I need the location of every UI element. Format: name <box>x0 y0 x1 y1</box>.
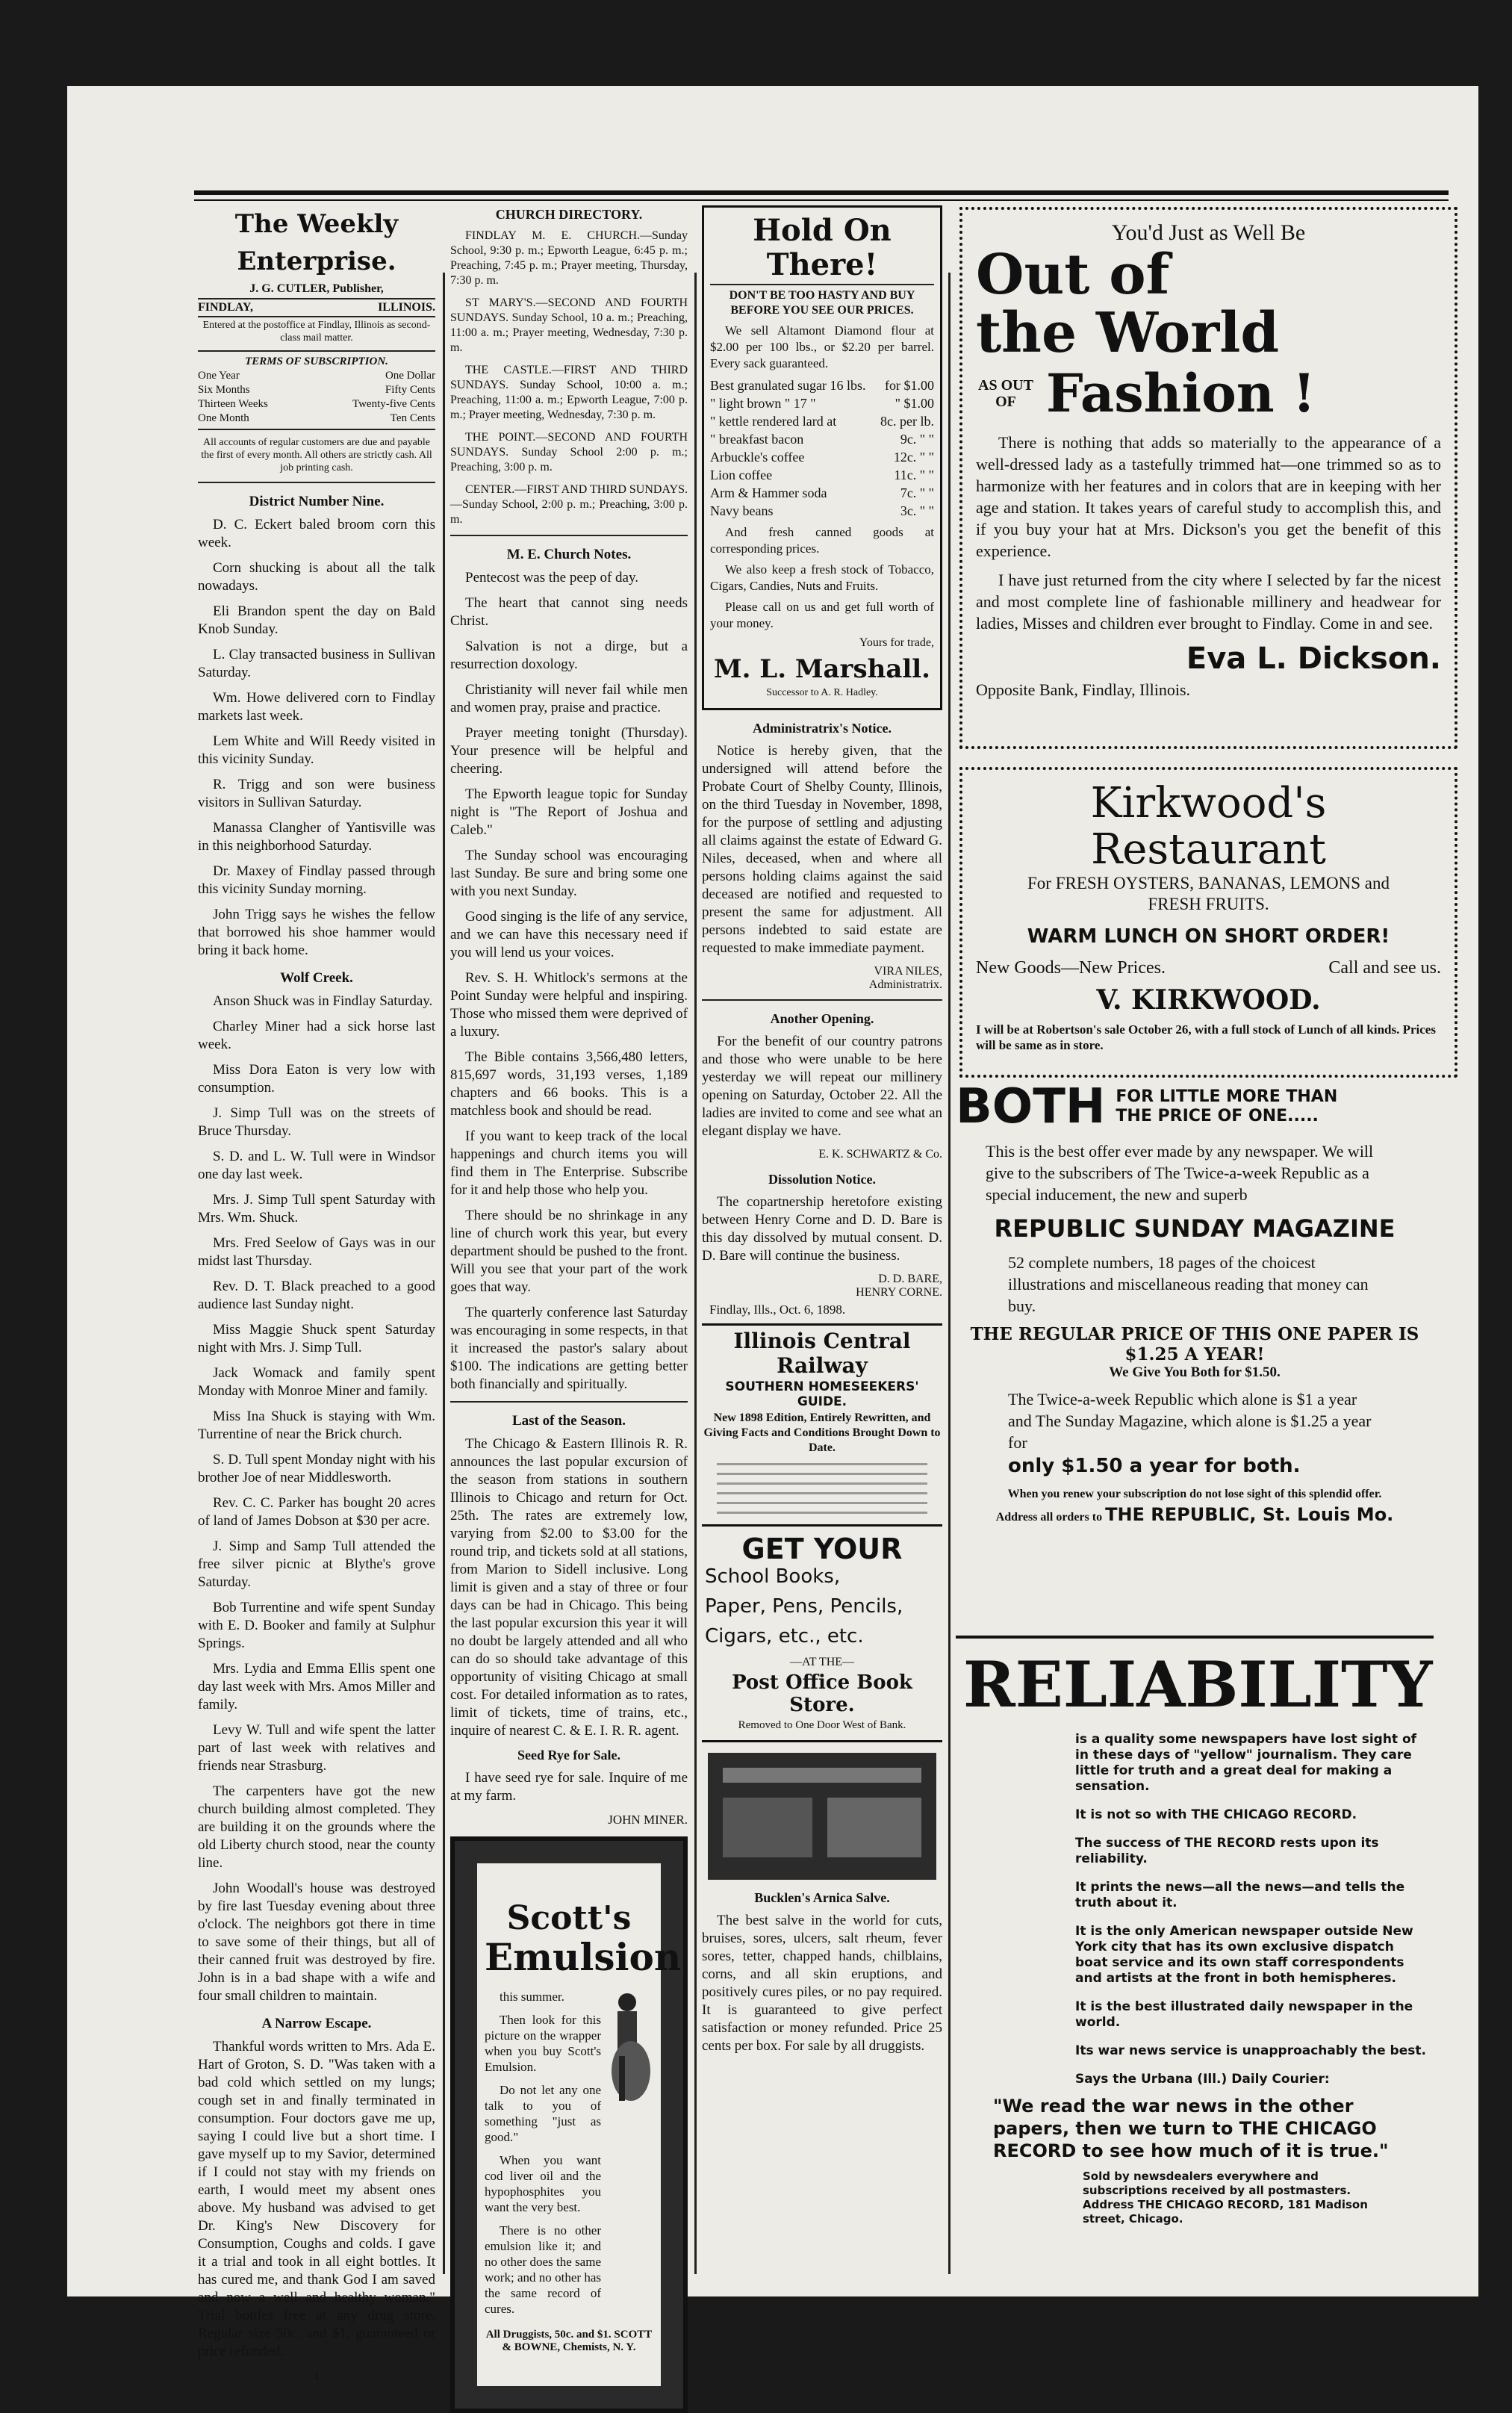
paragraph: The Epworth league topic for Sunday night is "The Report of Joshua and Caleb." <box>450 786 688 838</box>
article-body <box>198 2038 435 2361</box>
both-mag: REPUBLIC SUNDAY MAGAZINE <box>994 1214 1396 1243</box>
price-row <box>710 484 934 502</box>
divider <box>198 482 435 483</box>
newspaper-page <box>67 86 1478 2383</box>
masthead-entered: Entered at the postoffice at Findlay, Illinois as second-class mail matter. <box>202 320 431 344</box>
paragraph: There is no other emulsion like it; and no other does the same work; and no other has the same record of cures. <box>485 2223 601 2316</box>
divider <box>450 1401 688 1403</box>
paragraph: ST MARY'S.—SECOND AND FOURTH SUNDAYS. Sunday School, 10 a. m.; Preaching, 11:00 a. m.; Prayer meeting, Wednesday, 7:30 p. m. <box>450 296 688 354</box>
paragraph: S. D. and L. W. Tull were in Windsor one day last week. <box>198 1149 435 1182</box>
get-store: Post Office Book Store. <box>732 1671 912 1716</box>
paragraph: Rev. S. H. Whitlock's sermons at the Point Sunday were helpful and inspiring. Those who missed them were deprived of a luxury. <box>450 970 688 1040</box>
scott-footer: All Druggists, 50c. and $1. SCOTT & BOWNE, Chemists, N. Y. <box>485 2329 653 2353</box>
kirk-row <box>976 958 1441 978</box>
article-heading: District Number Nine. <box>249 494 385 509</box>
price-item: Arbuckle's coffee <box>710 450 805 465</box>
chicago-record-ad <box>963 1648 1433 2226</box>
paragraph: It is the only American newspaper outside New York city that has its own exclusive dispatch boat service and its own staff correspondents and artists at the front in both hemispheres. <box>1075 1924 1413 1986</box>
paragraph: The Bible contains 3,566,480 letters, 815,697 words, 31,193 verses, 1,189 chapters and 66 books. This is a matchless book and should be read. <box>450 1049 688 1119</box>
terms-row <box>198 412 435 426</box>
masthead-publisher: J. G. CUTLER, Publisher, <box>249 282 384 295</box>
article-body: For the benefit of our country patrons and those who were unable to be here yesterday we will repeat our millinery opening on Saturday, October 22. All the ladies are invited to come and see what an elegant display we have. <box>702 1034 942 1139</box>
kirkwood-restaurant-ad <box>959 767 1457 1078</box>
masthead-title: The Weekly Enterprise. <box>234 209 399 276</box>
ic-sub: SOUTHERN HOMESEEKERS' GUIDE. <box>725 1379 919 1409</box>
dickson-big-1: Out of <box>976 243 1170 307</box>
paragraph: Charley Miner had a sick horse last week. <box>198 1019 435 1052</box>
price-row <box>710 502 934 520</box>
masthead-place <box>198 298 435 317</box>
illinois-central-ad <box>702 1323 942 1527</box>
paragraph: Rev. D. T. Black preached to a good audience last Sunday night. <box>198 1279 435 1312</box>
paragraph: L. Clay transacted business in Sullivan Saturday. <box>198 647 435 680</box>
paragraph: Anson Shuck was in Findlay Saturday. <box>213 993 433 1009</box>
paragraph: Miss Maggie Shuck spent Saturday night with Mrs. J. Simp Tull. <box>198 1322 435 1355</box>
terms-label: Thirteen Weeks <box>198 398 268 410</box>
paragraph: There should be no shrinkage in any line of church work this year, but every department should be pushed to the front. Will you see that your part of the work goes that way. <box>450 1208 688 1295</box>
paragraph: S. D. Tull spent Monday night with his brother Joe of near Middlesworth. <box>198 1452 435 1485</box>
place-left: FINDLAY, <box>198 301 253 314</box>
kirk-for: For FRESH OYSTERS, BANANAS, LEMONS and FRESH FRUITS. <box>1027 874 1390 913</box>
paragraph: When you want cod liver oil and the hypophosphites you want the very best. <box>485 2153 601 2214</box>
dateline: Findlay, Ills., Oct. 6, 1898. <box>709 1302 846 1317</box>
signature: VIRA NILES, <box>874 965 942 978</box>
price-row <box>710 466 934 484</box>
paragraph: is a quality some newspapers have lost sight of in these days of "yellow" journalism. They care little for truth and a great deal for making a sensation. <box>1075 1732 1417 1794</box>
paragraph: The quarterly conference last Saturday was encouraging in some respects, in that it increased the pastor's salary about $100. The indications are getting better both financially and spiritually. <box>450 1305 688 1392</box>
paragraph: D. C. Eckert baled broom corn this week. <box>198 517 435 550</box>
marshall-text: We also keep a fresh stock of Tobacco, Cigars, Candies, Nuts and Fruits. <box>710 562 934 593</box>
paragraph: Miss Dora Eaton is very low with consumption. <box>198 1062 435 1096</box>
paragraph: Mrs. J. Simp Tull spent Saturday with Mrs. Wm. Shuck. <box>198 1192 435 1226</box>
paragraph: Good singing is the life of any service, and we can have this necessary need if you will lend us your voices. <box>450 909 688 960</box>
paragraph: The Sunday school was encouraging last Sunday. Be sure and bring some one with you next Sunday. <box>450 848 688 899</box>
both-text: The Twice-a-week Republic which alone is $1 a year and The Sunday Magazine, which alone is $1.25 a year for <box>1008 1390 1372 1452</box>
dickson-text: There is nothing that adds so materially to the appearance of a well-dressed lady as a tastefully trimmed hat—one trimmed so as to harmonize with her features and in colors that are in keeping with her age and station. It takes years of careful study to accomplish this, and if you buy your hat at Mrs. Dickson's you get the benefit of this experience. <box>976 433 1441 560</box>
get-title: GET YOUR <box>741 1532 903 1565</box>
kirk-new: New Goods—New Prices. <box>976 958 1166 978</box>
rel-foot: Sold by newsdealers everywhere and subscriptions received by all postmasters. Address THE CHICAGO RECORD, 181 Madison street, Chicago. <box>1083 2170 1368 2226</box>
ic-title: Illinois Central Railway <box>733 1329 911 1378</box>
paragraph: It is not so with THE CHICAGO RECORD. <box>1075 1807 1357 1822</box>
price-row <box>710 448 934 466</box>
article-heading: M. E. Church Notes. <box>506 547 632 562</box>
terms-value: Ten Cents <box>390 412 435 424</box>
kirk-warm: WARM LUNCH ON SHORT ORDER! <box>1027 925 1390 948</box>
marshall-title: Hold On There! <box>753 213 892 282</box>
article-body <box>450 1769 688 1805</box>
scotts-emulsion-inner <box>477 1863 682 2386</box>
kirk-title: Kirkwood's Restaurant <box>1090 779 1327 874</box>
article-body <box>198 993 435 2005</box>
price-row <box>710 412 934 430</box>
paragraph: Lem White and Will Reedy visited in this vicinity Sunday. <box>198 733 435 767</box>
price-item: " light brown " 17 " <box>710 396 816 411</box>
marshall-name: M. L. Marshall. <box>713 654 931 684</box>
directory-heading: CHURCH DIRECTORY. <box>495 207 643 222</box>
both-give: We Give You Both for $1.50. <box>1109 1364 1281 1380</box>
terms-value: Fifty Cents <box>385 384 435 396</box>
paragraph: If you want to keep track of the local happenings and church items you will find them in The Enterprise. Subscribe for it and help those who help you. <box>450 1128 688 1198</box>
marshall-sub: DON'T BE TOO HASTY AND BUY BEFORE YOU SEE OUR PRICES. <box>710 284 934 318</box>
book-store-ad <box>702 1527 942 1742</box>
both-addr-name: THE REPUBLIC, St. Louis Mo. <box>1105 1504 1394 1525</box>
rel-quote: "We read the war news in the other papers, then we turn to THE CHICAGO RECORD to see how much of it is true." <box>993 2096 1389 2161</box>
get-lines <box>705 1565 939 1648</box>
article-heading: Wolf Creek. <box>280 970 353 986</box>
paragraph: Then look for this picture on the wrapper when you buy Scott's Emulsion. <box>485 2013 601 2074</box>
paragraph: Mrs. Fred Seelow of Gays was in our midst last Thursday. <box>198 1235 435 1269</box>
marshall-text: We sell Altamont Diamond flour at $2.00 per 100 lbs., or $2.20 per barrel. Every sack guaranteed. <box>710 323 934 370</box>
article-heading: Another Opening. <box>770 1011 874 1026</box>
price-value: for $1.00 <box>885 378 934 393</box>
paragraph: J. Simp Tull was on the streets of Bruce Thursday. <box>198 1105 435 1139</box>
price-row <box>710 376 934 394</box>
article-body <box>450 1435 688 1740</box>
terms-value: One Dollar <box>385 370 435 382</box>
both-addr: Address all orders to <box>995 1511 1103 1524</box>
fisherman-icon <box>601 1989 653 2108</box>
both-regular: THE REGULAR PRICE OF THIS ONE PAPER IS $1.25 A YEAR! <box>970 1324 1419 1364</box>
paragraph: Thankful words written to Mrs. Ada E. Hart of Groton, S. D. "Was taken with a bad cold which settled on my lungs; cough set in and finally terminated in consumption. Four doctors gave me up, saying I could live but a short time. I gave myself up to my Savior, determined if I could not stay with my friends on earth, I would meet my absent ones above. My husband was advised to get Dr. King's New Discovery for Consumption, Coughs and colds. I gave it a trial and took in all eight bottles. It has cured me, and thank God I am saved and now a well and healthy woman." Trial bottles free at any drug store. Regular size 50c. and $1, guaranteed or price refunded. <box>198 2039 435 2359</box>
price-item: Lion coffee <box>710 468 773 482</box>
signature: E. K. SCHWARTZ & Co. <box>818 1148 942 1161</box>
price-item: Best granulated sugar 16 lbs. <box>710 378 866 393</box>
directory-body <box>450 229 688 527</box>
paragraph: Cigars, etc., etc. <box>705 1625 864 1648</box>
both-text: This is the best offer ever made by any newspaper. We will give to the subscribers of The Twice-a-week Republic as a special inducement, the new and superb <box>986 1142 1374 1204</box>
both-renew: When you renew your subscription do not lose sight of this splendid offer. <box>1007 1488 1382 1500</box>
page-marker: 1 <box>313 2368 320 2383</box>
article-body <box>450 569 688 1394</box>
paragraph: THE CASTLE.—FIRST AND THIRD SUNDAYS. Sunday School, 10:00 a. m.; Preaching, 11:00 a. m.; Epworth League, 7:00 p. m.; Prayer meeting, Wednesday, 7:30 p. m. <box>450 364 688 421</box>
scott-text <box>485 1989 601 2324</box>
divider <box>702 999 942 1001</box>
dickson-millinery-ad <box>959 207 1457 749</box>
price-value: 7c. " " <box>900 485 934 500</box>
column-rule-2 <box>694 273 697 2274</box>
article-body: The best salve in the world for cuts, bruises, sores, ulcers, salt rheum, fever sores, tetter, chapped hands, chilblains, corns, and all skin eruptions, and positively cures piles, or no pay required. It is guaranteed to give perfect satisfaction or money refunded. Price 25 cents per box. For sale by all druggists. <box>702 1913 942 2054</box>
paragraph: The Chicago & Eastern Illinois R. R. announces the last popular excursion of the season from stations in southern Illinois to Chicago and return for Oct. 25th. The rates are extremely low, varying from $2.00 to $3.00 for the round trip, and tickets sold at all stations, from Marion to Sidell inclusive. Long limit is given and a stay of three or four days can be had in Chicago. This being the last popular excursion this year it will no doubt be largely attended and all who can do so should take advantage of this opportunity of visiting Chicago at small cost. For detailed information as to rates, limit of tickets, time of trains, etc., inquire of nearest C. & E. I. R. R. agent. <box>450 1436 688 1739</box>
column-2 <box>450 205 688 2353</box>
price-value: 8c. per lb. <box>880 414 934 429</box>
paragraph: Dr. Maxey of Findlay passed through this vicinity Sunday morning. <box>198 863 435 897</box>
price-item: Arm & Hammer soda <box>710 485 827 500</box>
both-text: 52 complete numbers, 18 pages of the choicest illustrations and miscellaneous reading that money can buy. <box>1008 1253 1369 1315</box>
paragraph: FINDLAY M. E. CHURCH.—Sunday School, 9:30 p. m.; Epworth League, 6:45 p. m.; Preaching, 7:45 p. m.; Prayer meeting, Thursday, 7:30 p. m. <box>450 229 688 287</box>
dickson-fashion: Fashion ! <box>1046 362 1316 424</box>
signature: HENRY CORNE. <box>856 1286 942 1299</box>
ic-fine-print <box>702 1463 942 1514</box>
both-price: only $1.50 a year for both. <box>1008 1455 1301 1477</box>
divider <box>450 535 688 536</box>
subscription-terms <box>198 350 435 430</box>
paragraph: Mrs. Lydia and Emma Ellis spent one day last week with Mrs. Amos Miller and family. <box>198 1661 435 1712</box>
paragraph: The heart that cannot sing needs Christ. <box>450 595 688 629</box>
kirk-note: I will be at Robertson's sale October 26, with a full stock of Lunch of all kinds. Prices will be same as in store. <box>976 1022 1436 1052</box>
paragraph: Jack Womack and family spent Monday with Monroe Miner and family. <box>198 1365 435 1399</box>
paragraph: Eli Brandon spent the day on Bald Knob Sunday. <box>198 603 435 637</box>
dickson-sign: Eva L. Dickson. <box>1186 642 1441 676</box>
place-right: ILLINOIS. <box>378 301 435 314</box>
price-value: 3c. " " <box>900 503 934 518</box>
paragraph: Corn shucking is about all the talk nowadays. <box>198 560 435 594</box>
signature: D. D. BARE, <box>878 1273 942 1285</box>
paragraph: Pentecost was the peep of day. <box>465 570 638 586</box>
price-value: 9c. " " <box>900 432 934 447</box>
paragraph: THE POINT.—SECOND AND FOURTH SUNDAYS. Sunday School 2:00 p. m.; Preaching, 3:00 p. m. <box>450 431 688 473</box>
article-heading: Seed Rye for Sale. <box>517 1748 620 1763</box>
kirk-name: V. KIRKWOOD. <box>1096 984 1321 1016</box>
paragraph: this summer. <box>500 1990 564 2004</box>
marshall-text: And fresh canned goods at corresponding prices. <box>710 525 934 556</box>
article-heading: Bucklen's Arnica Salve. <box>754 1890 890 1905</box>
paragraph: It prints the news—all the news—and tells the truth about it. <box>1075 1880 1405 1910</box>
paragraph: Prayer meeting tonight (Thursday). Your presence will be helpful and cheering. <box>450 725 688 777</box>
paragraph: Rev. C. C. Parker has bought 20 acres of land of James Dobson at $30 per acre. <box>198 1495 435 1529</box>
paragraph: John Woodall's house was destroyed by fire last Tuesday evening about three o'clock. The neighbors got there in time to save some of their things, but all of their canned fruit was destroyed by fire. John is in a bad shape with a wife and four small children to maintain. <box>198 1881 435 2004</box>
article-heading: Dissolution Notice. <box>768 1172 876 1187</box>
get-moved: Removed to One Door West of Bank. <box>738 1719 906 1731</box>
paragraph: It is the best illustrated daily newspaper in the world. <box>1075 1999 1413 2030</box>
paragraph: Salvation is not a dirge, but a resurrection doxology. <box>450 639 688 672</box>
top-rule <box>194 190 1449 195</box>
paragraph: I have seed rye for sale. Inquire of me at my farm. <box>450 1770 688 1804</box>
article-body: The copartnership heretofore existing between Henry Corne and D. D. Bare is this day dissolved by mutual consent. D. D. Bare will continue the business. <box>702 1194 942 1264</box>
scott-title-2: Emulsion <box>485 1935 682 1979</box>
paragraph: R. Trigg and son were business visitors in Sullivan Saturday. <box>198 777 435 810</box>
rel-title: RELIABILITY <box>963 1648 1433 1721</box>
marshall-ad <box>702 205 942 710</box>
scott-title: Scott's <box>506 1899 632 1937</box>
price-item: " breakfast bacon <box>710 432 804 447</box>
signature-role: Administratrix. <box>868 978 942 991</box>
article-heading: Last of the Season. <box>511 1413 626 1429</box>
column-rule-3 <box>948 273 951 2274</box>
paragraph: CENTER.—FIRST AND THIRD SUNDAYS.—Sunday School, 2:00 p. m.; Preaching, 3:00 p. m. <box>450 483 688 526</box>
masthead-notice: All accounts of regular customers are due and payable the first of every month. All others are strictly cash. All job printing cash. <box>201 437 432 473</box>
both-small: FOR LITTLE MORE THAN THE PRICE OF ONE..... <box>1116 1087 1338 1125</box>
paragraph: Says the Urbana (Ill.) Daily Courier: <box>1075 2072 1330 2087</box>
paragraph: Bob Turrentine and wife spent Sunday with E. D. Booker and family at Sulphur Springs. <box>198 1600 435 1651</box>
column-rule-1 <box>443 273 445 2274</box>
terms-label: One Year <box>198 370 240 382</box>
dickson-pre: You'd Just as Well Be <box>1111 220 1306 245</box>
terms-heading: TERMS OF SUBSCRIPTION. <box>245 355 388 367</box>
article-body <box>198 516 435 960</box>
engraving-illustration <box>708 1753 936 1880</box>
scotts-emulsion-ad <box>450 1836 688 2413</box>
article-heading: A Narrow Escape. <box>261 2016 372 2031</box>
terms-value: Twenty-five Cents <box>352 398 435 410</box>
kirk-call: Call and see us. <box>1328 958 1441 978</box>
price-row <box>710 430 934 448</box>
terms-label: One Month <box>198 412 249 424</box>
paragraph: Its war news service is unapproachably the best. <box>1075 2043 1426 2058</box>
column-3 <box>702 205 942 2207</box>
paragraph: Paper, Pens, Pencils, <box>705 1595 903 1618</box>
terms-label: Six Months <box>198 384 250 396</box>
paragraph: Do not let any one talk to you of something "just as good." <box>485 2083 601 2144</box>
get-at: —AT THE— <box>789 1656 855 1668</box>
price-row <box>710 394 934 412</box>
terms-row <box>198 383 435 397</box>
paragraph: Manassa Clangher of Yantisville was in this neighborhood Saturday. <box>198 820 435 854</box>
price-value: 12c. " " <box>893 450 934 465</box>
price-value: " $1.00 <box>895 396 934 411</box>
terms-row <box>198 369 435 383</box>
paragraph: Levy W. Tull and wife spent the latter part of last week with relatives and friends near Strasburg. <box>198 1722 435 1774</box>
price-list <box>710 376 934 520</box>
signature: JOHN MINER. <box>608 1813 688 1827</box>
ic-edition: New 1898 Edition, Entirely Rewritten, and Giving Facts and Conditions Brought Down to Date. <box>703 1412 941 1454</box>
dickson-big-2: the World <box>976 301 1280 365</box>
republic-ad <box>956 1079 1434 1639</box>
paragraph: John Trigg says he wishes the fellow that borrowed his shoe hammer would bring it back home. <box>198 907 435 958</box>
dickson-text: I have just returned from the city where I selected by far the nicest and most complete line of fashionable millinery and headwear for ladies, Misses and children ever brought to Findlay. Come in and see. <box>976 571 1441 633</box>
price-item: " kettle rendered lard at <box>710 414 837 429</box>
both-big: BOTH <box>956 1079 1106 1134</box>
marshall-text: Please call on us and get full worth of your money. <box>710 600 934 630</box>
dickson-asout: AS OUT OF <box>978 376 1033 410</box>
rel-lines <box>963 1732 1426 2087</box>
paragraph: J. Simp and Samp Tull attended the free silver picnic at Blythe's grove Saturday. <box>198 1538 435 1590</box>
marshall-sign: Yours for trade, <box>859 636 934 649</box>
paragraph: The carpenters have got the new church building almost completed. They are building it on the grounds where the old Liberty church stood, near the county line. <box>198 1783 435 1871</box>
paragraph: Miss Ina Shuck is staying with Wm. Turrentine of near the Brick church. <box>198 1409 435 1442</box>
dickson-address: Opposite Bank, Findlay, Illinois. <box>976 680 1191 699</box>
top-rule-2 <box>194 199 1449 201</box>
terms-row <box>198 397 435 412</box>
paragraph: Wm. Howe delivered corn to Findlay markets last week. <box>198 690 435 724</box>
paragraph: School Books, <box>705 1565 841 1588</box>
paragraph: The success of THE RECORD rests upon its reliability. <box>1075 1836 1379 1866</box>
price-item: Navy beans <box>710 503 774 518</box>
paragraph: Christianity will never fail while men and women pray, praise and practice. <box>450 682 688 715</box>
marshall-succ: Successor to A. R. Hadley. <box>766 687 878 698</box>
article-heading: Administratrix's Notice. <box>753 721 892 736</box>
price-value: 11c. " " <box>894 468 934 482</box>
column-1 <box>198 205 435 2383</box>
article-body: Notice is hereby given, that the undersigned will attend before the Probate Court of Shelby County, Illinois, on the third Tuesday in November, 1898, for the purpose of settling and adjusting all claims against the estate of Edward G. Niles, deceased, when and where all persons holding claims against the said deceased are notified and requested to present the same for adjustment. All persons indebted to said estate are requested to make immediate payment. <box>702 743 942 956</box>
